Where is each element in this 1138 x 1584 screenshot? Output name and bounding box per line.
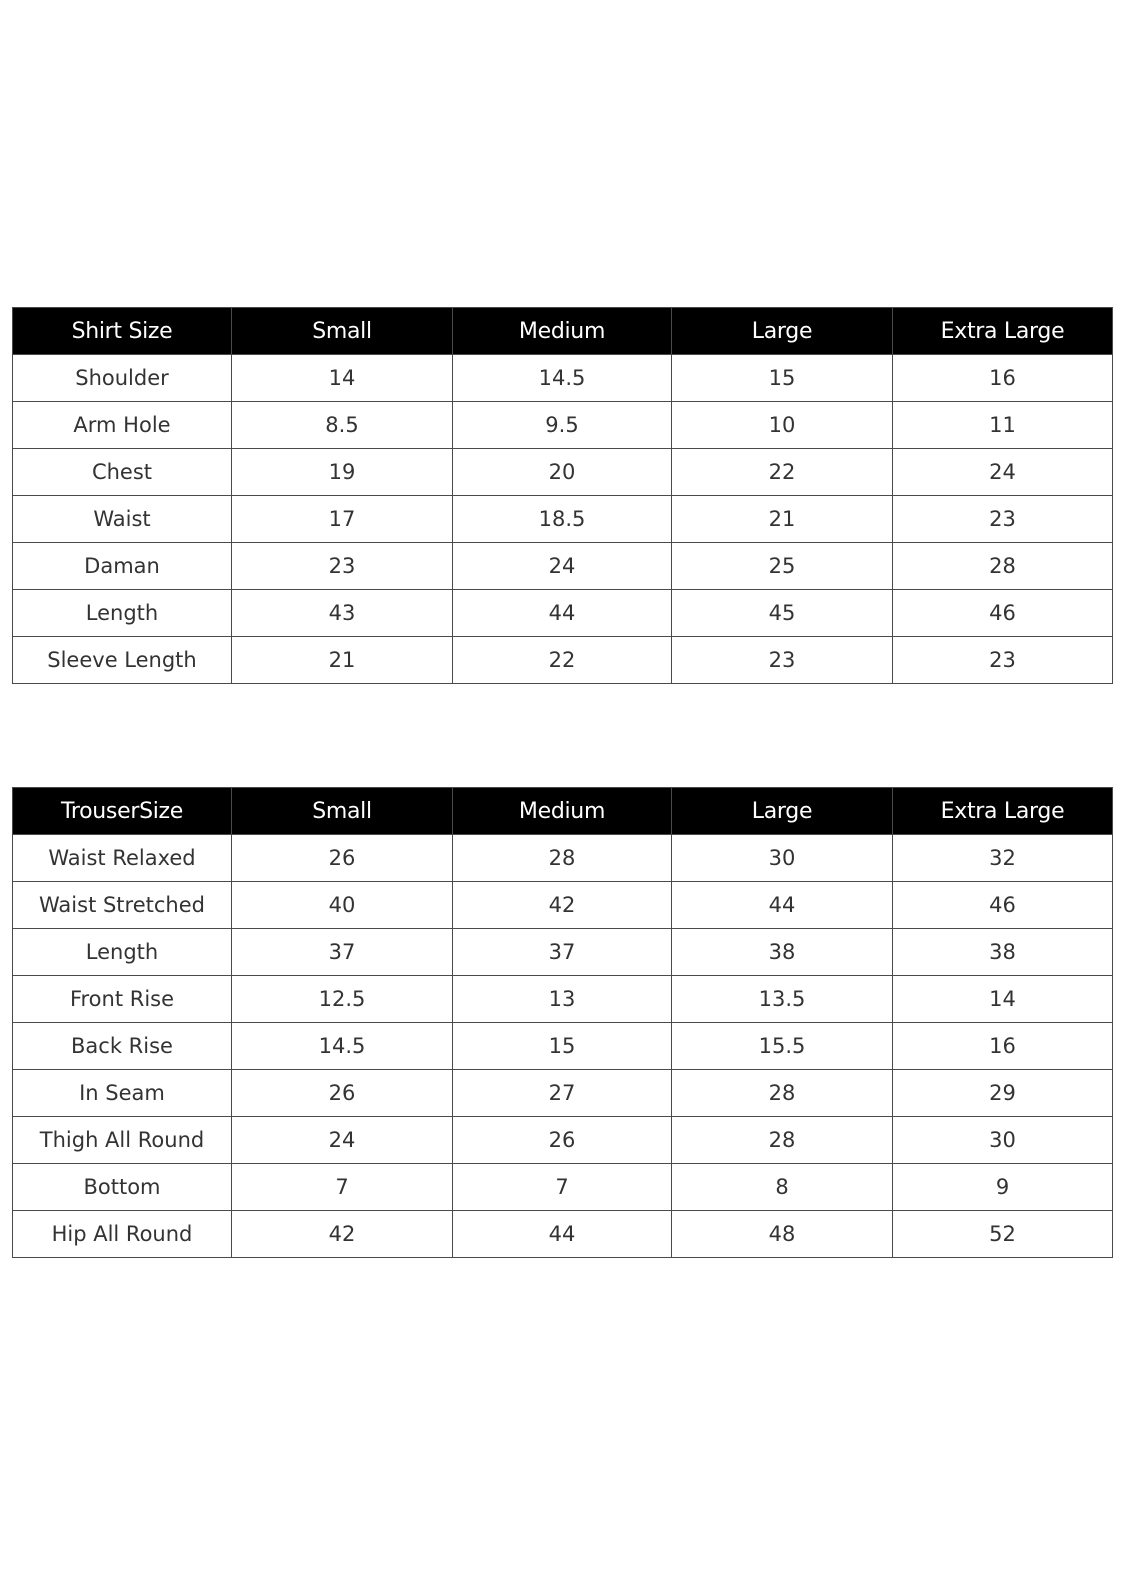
table-row <box>13 1164 1113 1211</box>
size-column-header: Large <box>672 788 893 835</box>
measurement-value: 38 <box>893 929 1113 976</box>
measurement-value: 46 <box>893 590 1113 637</box>
measurement-value: 26 <box>232 1070 453 1117</box>
table-row <box>13 976 1113 1023</box>
measurement-label: Waist <box>13 496 232 543</box>
measurement-value: 10 <box>672 402 893 449</box>
trouser-size-table-header <box>13 788 1113 835</box>
table-row <box>13 1023 1113 1070</box>
shirt-size-table-body <box>13 355 1113 684</box>
table-row <box>13 929 1113 976</box>
measurement-value: 42 <box>232 1211 453 1258</box>
measurement-label: Front Rise <box>13 976 232 1023</box>
size-column-header: Medium <box>453 308 672 355</box>
measurement-value: 14.5 <box>453 355 672 402</box>
measurement-value: 38 <box>672 929 893 976</box>
trouser-size-table <box>12 787 1113 1258</box>
measurement-label: Daman <box>13 543 232 590</box>
measurement-value: 44 <box>453 590 672 637</box>
measurement-label: Chest <box>13 449 232 496</box>
measurement-label: Back Rise <box>13 1023 232 1070</box>
measurement-value: 37 <box>232 929 453 976</box>
measurement-label: Waist Relaxed <box>13 835 232 882</box>
measurement-value: 13.5 <box>672 976 893 1023</box>
table-row <box>13 835 1113 882</box>
measurement-label: Thigh All Round <box>13 1117 232 1164</box>
table-row <box>13 1070 1113 1117</box>
measurement-value: 23 <box>672 637 893 684</box>
measurement-value: 7 <box>232 1164 453 1211</box>
measurement-value: 8 <box>672 1164 893 1211</box>
measurement-value: 43 <box>232 590 453 637</box>
measurement-value: 8.5 <box>232 402 453 449</box>
shirt-size-table-header <box>13 308 1113 355</box>
measurement-label: Arm Hole <box>13 402 232 449</box>
measurement-value: 15.5 <box>672 1023 893 1070</box>
measurement-value: 12.5 <box>232 976 453 1023</box>
measurement-value: 16 <box>893 355 1113 402</box>
measurement-value: 24 <box>893 449 1113 496</box>
measurement-value: 16 <box>893 1023 1113 1070</box>
measurement-value: 30 <box>672 835 893 882</box>
measurement-value: 46 <box>893 882 1113 929</box>
measurement-value: 29 <box>893 1070 1113 1117</box>
measurement-value: 52 <box>893 1211 1113 1258</box>
measurement-value: 17 <box>232 496 453 543</box>
table-row <box>13 637 1113 684</box>
measurement-value: 19 <box>232 449 453 496</box>
header-row <box>13 788 1113 835</box>
table-row <box>13 496 1113 543</box>
table-row <box>13 590 1113 637</box>
measurement-value: 32 <box>893 835 1113 882</box>
table-row <box>13 543 1113 590</box>
measurement-value: 42 <box>453 882 672 929</box>
measurement-value: 15 <box>672 355 893 402</box>
measurement-value: 44 <box>672 882 893 929</box>
table-row <box>13 882 1113 929</box>
measurement-value: 28 <box>893 543 1113 590</box>
measurement-value: 28 <box>453 835 672 882</box>
measurement-value: 25 <box>672 543 893 590</box>
table-row <box>13 355 1113 402</box>
measurement-value: 13 <box>453 976 672 1023</box>
trouser-size-table-body <box>13 835 1113 1258</box>
table-row <box>13 1211 1113 1258</box>
size-column-header: Extra Large <box>893 788 1113 835</box>
measurement-value: 14.5 <box>232 1023 453 1070</box>
measurement-value: 45 <box>672 590 893 637</box>
header-row <box>13 308 1113 355</box>
shirt-size-table <box>12 307 1113 684</box>
measurement-value: 24 <box>453 543 672 590</box>
measurement-value: 26 <box>453 1117 672 1164</box>
measurement-value: 48 <box>672 1211 893 1258</box>
measurement-label: Waist Stretched <box>13 882 232 929</box>
measurement-value: 14 <box>232 355 453 402</box>
measurement-label: Hip All Round <box>13 1211 232 1258</box>
measurement-value: 28 <box>672 1070 893 1117</box>
measurement-value: 27 <box>453 1070 672 1117</box>
size-column-header: Medium <box>453 788 672 835</box>
measurement-value: 30 <box>893 1117 1113 1164</box>
measurement-label: Shoulder <box>13 355 232 402</box>
measurement-value: 28 <box>672 1117 893 1164</box>
table-row <box>13 402 1113 449</box>
row-label-header: TrouserSize <box>13 788 232 835</box>
measurement-value: 37 <box>453 929 672 976</box>
size-column-header: Large <box>672 308 893 355</box>
measurement-value: 44 <box>453 1211 672 1258</box>
size-column-header: Small <box>232 308 453 355</box>
measurement-label: In Seam <box>13 1070 232 1117</box>
measurement-value: 23 <box>893 637 1113 684</box>
measurement-value: 21 <box>672 496 893 543</box>
measurement-label: Length <box>13 929 232 976</box>
measurement-value: 21 <box>232 637 453 684</box>
size-column-header: Small <box>232 788 453 835</box>
size-column-header: Extra Large <box>893 308 1113 355</box>
measurement-value: 22 <box>453 637 672 684</box>
table-row <box>13 1117 1113 1164</box>
measurement-value: 14 <box>893 976 1113 1023</box>
measurement-label: Sleeve Length <box>13 637 232 684</box>
measurement-value: 24 <box>232 1117 453 1164</box>
measurement-value: 22 <box>672 449 893 496</box>
table-row <box>13 449 1113 496</box>
measurement-label: Bottom <box>13 1164 232 1211</box>
measurement-value: 23 <box>232 543 453 590</box>
measurement-value: 7 <box>453 1164 672 1211</box>
measurement-value: 9.5 <box>453 402 672 449</box>
measurement-value: 23 <box>893 496 1113 543</box>
measurement-value: 26 <box>232 835 453 882</box>
measurement-value: 18.5 <box>453 496 672 543</box>
measurement-value: 9 <box>893 1164 1113 1211</box>
measurement-value: 20 <box>453 449 672 496</box>
measurement-label: Length <box>13 590 232 637</box>
measurement-value: 40 <box>232 882 453 929</box>
row-label-header: Shirt Size <box>13 308 232 355</box>
measurement-value: 11 <box>893 402 1113 449</box>
measurement-value: 15 <box>453 1023 672 1070</box>
